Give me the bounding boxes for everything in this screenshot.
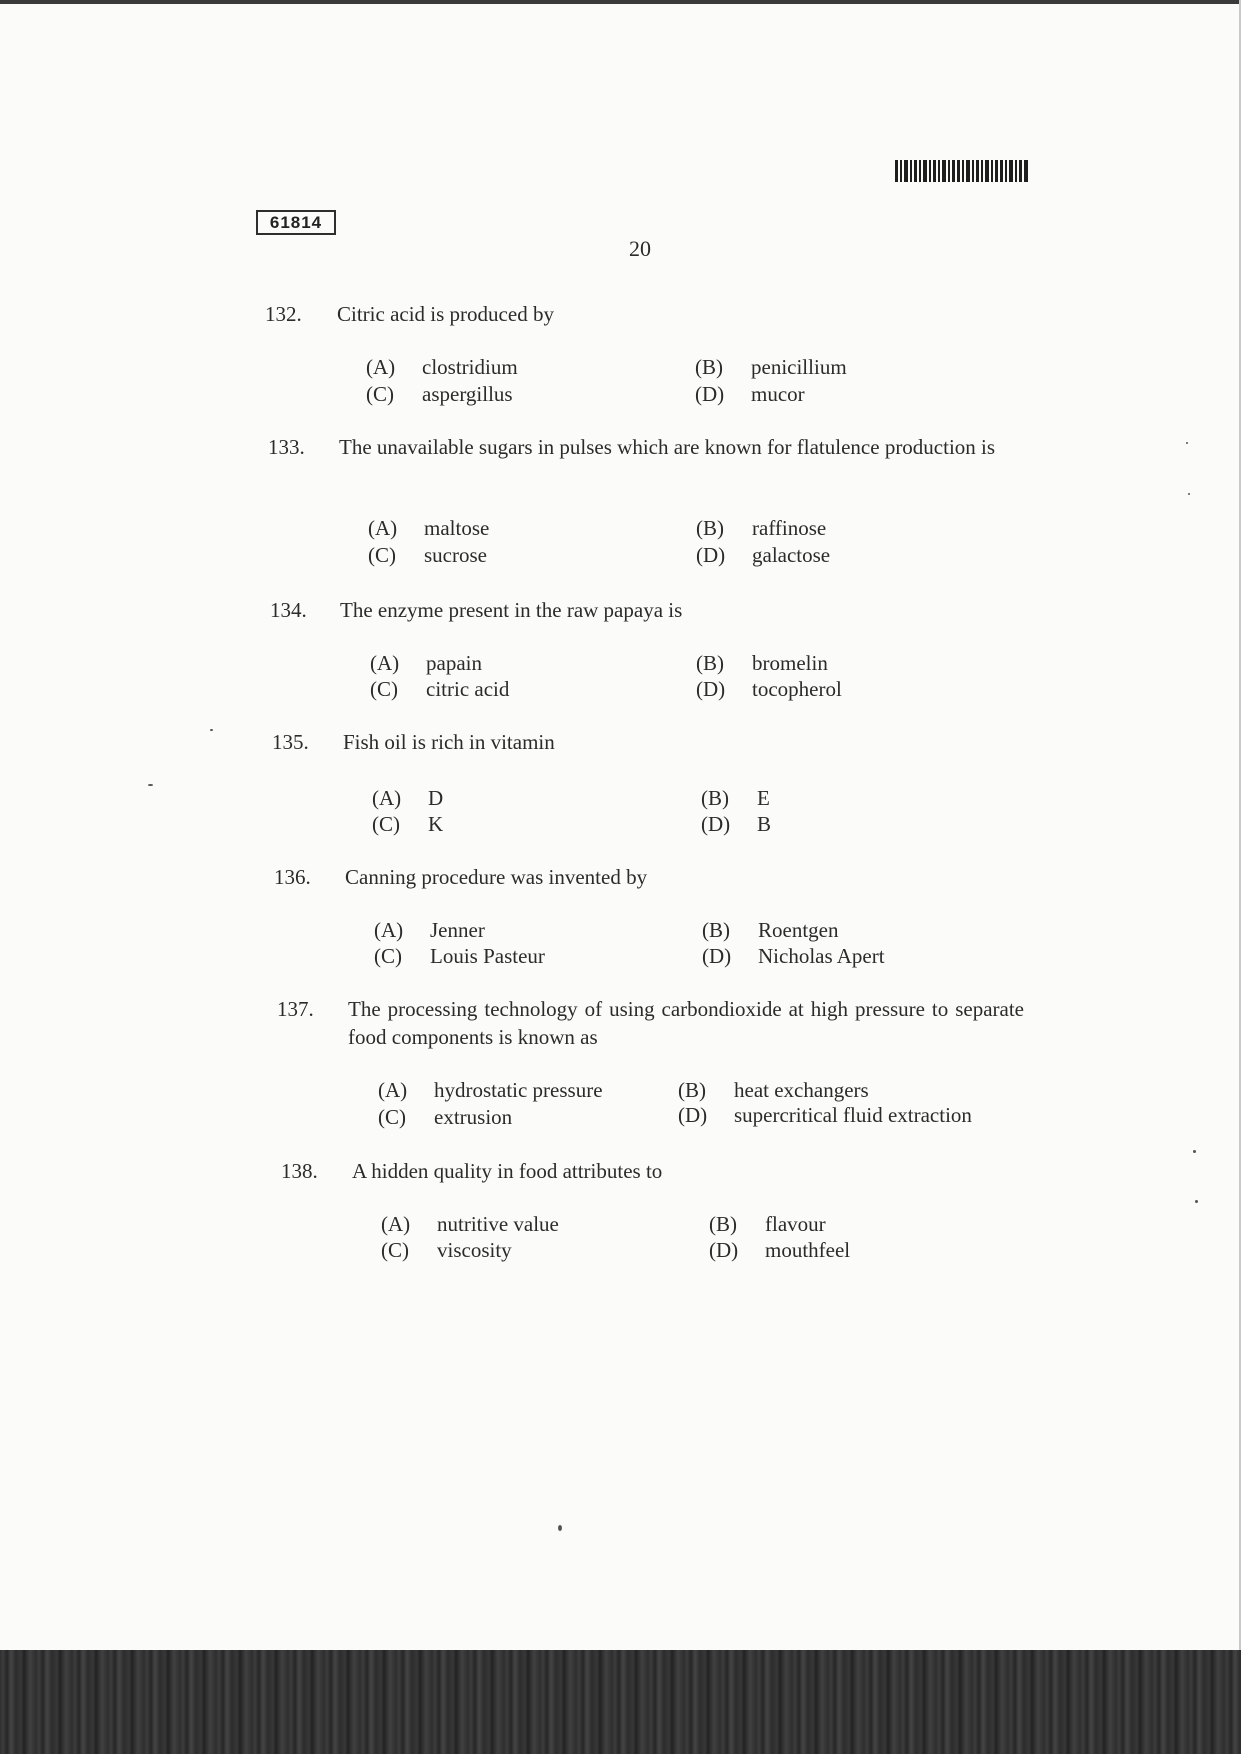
option-label: (B): [702, 918, 730, 942]
option-text: citric acid: [426, 677, 510, 701]
option-text: bromelin: [752, 651, 828, 675]
option-b: [678, 1076, 869, 1104]
option-label: (B): [701, 786, 729, 810]
option-label: (D): [696, 677, 726, 701]
question-text: The enzyme present in the raw papaya is: [340, 598, 683, 622]
option-text: Jenner: [430, 918, 485, 942]
option-text: clostridium: [422, 355, 518, 379]
question-number: 135.: [272, 730, 309, 754]
option-a: [374, 916, 485, 944]
option-label: (A): [374, 918, 404, 942]
option-c: [378, 1103, 512, 1131]
barcode-icon: [895, 160, 1028, 182]
option-label: (D): [702, 944, 732, 968]
option-b: [709, 1210, 826, 1238]
option-b: [702, 916, 838, 944]
question-text: The processing technology of using carbondioxide at high pressure to separate food components is known as: [348, 997, 1024, 1049]
option-label: (D): [695, 382, 725, 406]
option-b: [701, 784, 770, 812]
question-number: 136.: [274, 865, 311, 889]
option-text: hydrostatic pressure: [434, 1078, 603, 1102]
option-a: [378, 1076, 603, 1104]
option-text: flavour: [765, 1212, 826, 1236]
option-text: papain: [426, 651, 482, 675]
option-label: (A): [378, 1078, 408, 1102]
option-c: [366, 380, 513, 408]
option-d: [701, 810, 771, 838]
option-text: supercritical fluid extraction: [734, 1103, 972, 1127]
scan-speck: [1188, 493, 1190, 495]
option-text: extrusion: [434, 1105, 513, 1129]
option-text: galactose: [752, 543, 831, 567]
option-text: E: [757, 786, 770, 810]
option-label: (A): [381, 1212, 411, 1236]
option-text: sucrose: [424, 543, 487, 567]
option-label: (B): [678, 1078, 706, 1102]
option-text: B: [757, 812, 772, 836]
option-text: nutritive value: [437, 1212, 559, 1236]
option-text: Louis Pasteur: [430, 944, 545, 968]
option-label: (B): [696, 651, 724, 675]
option-label: (D): [678, 1103, 708, 1127]
option-c: [370, 675, 509, 703]
scan-speck: [1195, 1200, 1198, 1203]
question-number: 137.: [277, 997, 314, 1021]
paper-code: 61814: [256, 210, 336, 235]
option-a: [366, 353, 518, 381]
option-label: (B): [696, 516, 724, 540]
question-text: Citric acid is produced by: [337, 302, 554, 326]
question-number: 138.: [281, 1159, 318, 1183]
option-d: [702, 942, 885, 970]
option-c: [372, 810, 443, 838]
option-label: (D): [709, 1238, 739, 1262]
option-text: Roentgen: [758, 918, 839, 942]
option-label: (A): [370, 651, 400, 675]
option-label: (D): [696, 543, 726, 567]
option-label: (C): [381, 1238, 409, 1262]
option-text: mouthfeel: [765, 1238, 851, 1262]
option-d: [709, 1236, 850, 1264]
question-text: Canning procedure was invented by: [345, 865, 648, 889]
option-label: (A): [368, 516, 398, 540]
option-text: raffinose: [752, 516, 827, 540]
option-a: [370, 649, 482, 677]
option-text: penicillium: [751, 355, 847, 379]
option-label: (C): [366, 382, 394, 406]
option-label: (C): [370, 677, 398, 701]
option-label: (B): [695, 355, 723, 379]
question-number: 132.: [265, 302, 302, 326]
page-number: 20: [629, 236, 651, 261]
option-label: (C): [378, 1105, 406, 1129]
option-label: (C): [374, 944, 402, 968]
option-b: [695, 353, 847, 381]
option-label: (C): [372, 812, 400, 836]
option-label: (A): [366, 355, 396, 379]
option-text: Nicholas Apert: [758, 944, 885, 968]
scan-speck: [1193, 1150, 1196, 1153]
scan-speck: [558, 1525, 562, 1531]
scan-speck: [210, 729, 213, 731]
option-text: mucor: [751, 382, 805, 406]
option-a: [368, 514, 489, 542]
option-text: aspergillus: [422, 382, 513, 406]
option-d: [695, 380, 805, 408]
scanner-bed: [0, 1650, 1241, 1754]
option-a: [381, 1210, 559, 1238]
option-b: [696, 649, 828, 677]
option-c: [374, 942, 545, 970]
option-c: [368, 541, 487, 569]
option-d: [678, 1101, 972, 1129]
option-text: D: [428, 786, 444, 810]
option-label: (C): [368, 543, 396, 567]
option-label: (B): [709, 1212, 737, 1236]
option-text: heat exchangers: [734, 1078, 869, 1102]
option-b: [696, 514, 826, 542]
option-label: (A): [372, 786, 402, 810]
option-a: [372, 784, 443, 812]
option-d: [696, 541, 830, 569]
option-text: viscosity: [437, 1238, 512, 1262]
option-text: K: [428, 812, 444, 836]
option-label: (D): [701, 812, 731, 836]
question-text: The unavailable sugars in pulses which are known for flatulence production is: [339, 435, 996, 459]
option-text: maltose: [424, 516, 490, 540]
scan-speck: [148, 784, 153, 786]
question-number: 133.: [268, 435, 305, 459]
scan-speck: [1186, 442, 1188, 444]
option-d: [696, 675, 842, 703]
question-text: A hidden quality in food attributes to: [352, 1159, 663, 1183]
option-text: tocopherol: [752, 677, 842, 701]
question-text: Fish oil is rich in vitamin: [343, 730, 555, 754]
option-c: [381, 1236, 512, 1264]
scan-top-edge: [0, 0, 1241, 4]
question-number: 134.: [270, 598, 307, 622]
